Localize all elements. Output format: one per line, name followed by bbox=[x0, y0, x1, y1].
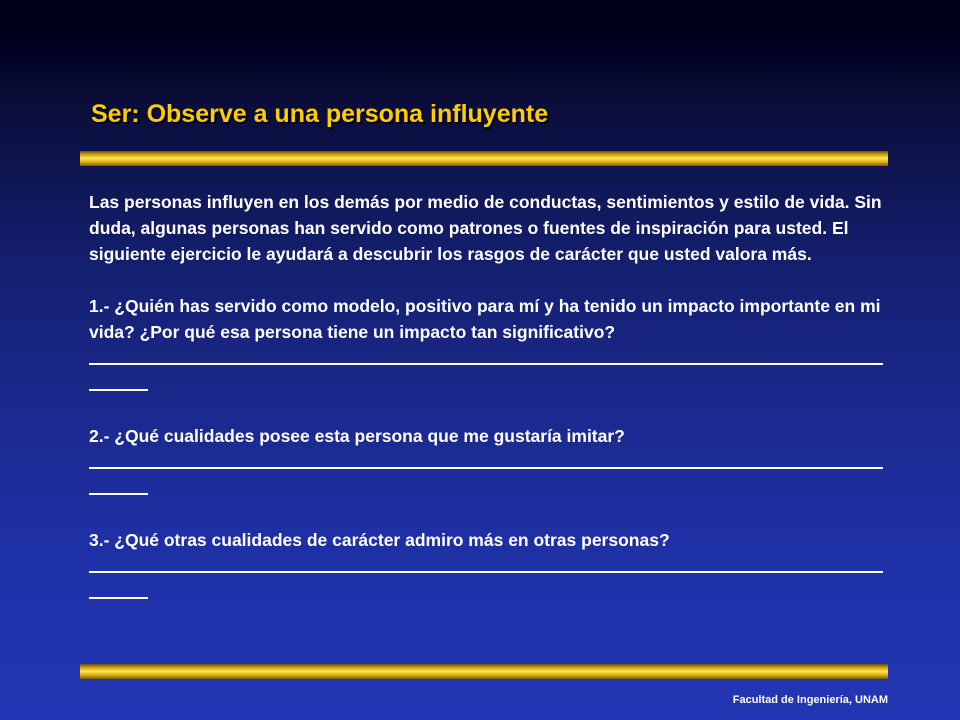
title-underline-bar bbox=[80, 151, 888, 166]
answer-line-2-continuation-rule bbox=[89, 493, 148, 495]
question-1: 1.- ¿Quién has servido como modelo, positivo para mí y ha tenido un impacto importante en mi vida? ¿Por qué esa persona tiene un impacto tan significativo? bbox=[89, 296, 881, 342]
spacer bbox=[89, 397, 889, 423]
footer-bar bbox=[80, 664, 888, 679]
answer-line-2[interactable] bbox=[89, 449, 889, 475]
answer-line-2-rule bbox=[89, 467, 883, 469]
answer-line-3-continuation-rule bbox=[89, 597, 148, 599]
slide-body bbox=[89, 189, 889, 605]
answer-line-1-continuation[interactable] bbox=[89, 371, 889, 397]
answer-line-3[interactable] bbox=[89, 553, 889, 579]
question-3: 3.- ¿Qué otras cualidades de carácter admiro más en otras personas? bbox=[89, 530, 670, 550]
answer-line-1-rule bbox=[89, 363, 883, 365]
answer-line-3-rule bbox=[89, 571, 883, 573]
footer-credit: Facultad de Ingeniería, UNAM bbox=[732, 694, 888, 706]
answer-line-3-continuation[interactable] bbox=[89, 579, 889, 605]
spacer bbox=[89, 501, 889, 527]
answer-line-1[interactable] bbox=[89, 345, 889, 371]
slide-title: Ser: Observe a una persona influyente bbox=[91, 100, 549, 128]
answer-line-2-continuation[interactable] bbox=[89, 475, 889, 501]
top-dark-band bbox=[0, 0, 960, 44]
intro-paragraph: Las personas influyen en los demás por medio de conductas, sentimientos y estilo de vida. Sin duda, algunas personas han servido como patrones o fuentes de inspiración para usted. El siguiente ejercicio le ayudará a descubrir los rasgos de carácter que usted valora más. bbox=[89, 192, 882, 264]
answer-line-1-continuation-rule bbox=[89, 389, 148, 391]
question-2: 2.- ¿Qué cualidades posee esta persona que me gustaría imitar? bbox=[89, 426, 625, 446]
